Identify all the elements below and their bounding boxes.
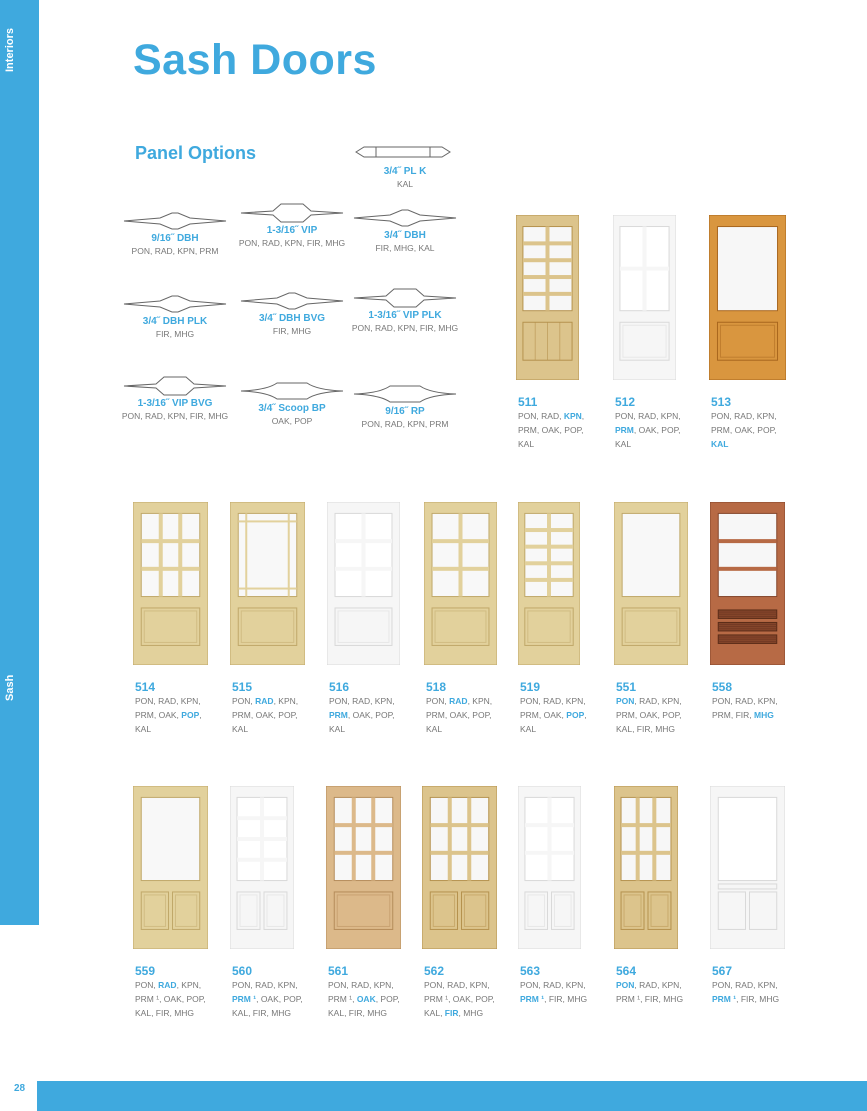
door-wood-options [329,694,429,736]
page-title: Sash Doors [133,36,377,84]
wood-line [426,708,526,722]
wood-text: KAL, FIR, MHG [135,1008,195,1018]
panel-profile-woods: PON, RAD, KPN, FIR, MHG [121,411,229,421]
featured-wood: PRM [615,425,634,435]
wood-text: , KPN, [176,980,202,990]
door-image [326,786,401,949]
wood-line [424,1006,524,1020]
wood-text: KAL [520,724,537,734]
door-wood-options [616,694,716,736]
featured-wood: KAL [711,439,729,449]
wood-text: PON, RAD, KPN, [424,980,490,990]
panel-profile-item [340,287,470,334]
wood-line [232,978,332,992]
panel-profile-icon [120,375,230,397]
door-model-number: 551 [616,680,637,694]
wood-line [520,708,620,722]
wood-text: PRM, OAK, POP, [616,710,682,720]
panel-profile-item [227,202,357,249]
featured-wood: OAK [356,994,376,1004]
wood-text: , RAD, KPN, [634,696,682,706]
wood-line [232,708,332,722]
wood-text: , KPN, [467,696,493,706]
door-wood-options [616,978,716,1006]
panel-profile-item [110,293,240,340]
door-image [133,786,208,949]
panel-profile-item [340,143,470,190]
panel-profile-name: 3/4˝ Scoop BP [258,403,326,414]
door-wood-options [712,694,812,722]
door-wood-options [232,978,332,1020]
featured-wood: FIR [444,1008,459,1018]
panel-profile-name: 3/4˝ DBH [384,230,426,241]
wood-line [328,978,428,992]
wood-text: KAL, [424,1008,445,1018]
door-model-number: 513 [711,395,732,409]
wood-line [520,694,620,708]
panel-profile-name: 1-3/16˝ VIP [266,225,318,236]
wood-text: KAL, FIR, MHG [616,724,676,734]
door-model-number: 512 [615,395,636,409]
wood-text: PON, RAD, [518,411,564,421]
door-image [710,502,785,665]
door-model-number: 559 [135,964,156,978]
door-wood-options [520,978,620,1006]
panel-profile-icon [237,202,347,224]
panel-profile-woods: FIR, MHG, KAL [375,243,435,253]
wood-line [520,722,620,736]
door-model-number: 515 [232,680,253,694]
door-image [230,786,294,949]
wood-text: , FIR, MHG [544,994,588,1004]
wood-line [518,409,618,423]
panel-profile-woods: PON, RAD, KPN, FIR, MHG [351,323,459,333]
wood-line [329,694,429,708]
wood-line [616,722,716,736]
panel-profile-icon [237,290,347,312]
door-model-number: 564 [616,964,637,978]
sidebar-category-label: Sash [4,674,16,702]
wood-text: PON, RAD, KPN, [711,411,777,421]
wood-text: KAL [518,439,535,449]
wood-line [518,437,618,451]
wood-text: PON, RAD, KPN, [232,980,298,990]
wood-text: , FIR, MHG [736,994,780,1004]
wood-line [426,722,526,736]
door-model-number: 563 [520,964,541,978]
panel-profile-woods: FIR, MHG [272,326,312,336]
panel-profile-item [340,383,470,430]
wood-line [135,978,235,992]
door-image [327,502,400,665]
door-model-number: 518 [426,680,447,694]
panel-profile-name: 9/16˝ DBH [151,233,199,244]
wood-text: , [584,710,587,720]
wood-line [232,992,332,1006]
featured-wood: MHG [754,710,774,720]
wood-text: PRM ¹, OAK, POP, [424,994,495,1004]
wood-text: PRM, OAK, POP, [232,710,298,720]
wood-text: PRM ¹, FIR, MHG [616,994,684,1004]
door-wood-options [711,409,811,451]
wood-text: , OAK, POP, [633,425,681,435]
panel-profile-name: 3/4˝ DBH BVG [258,313,326,324]
door-wood-options [424,978,524,1020]
wood-line [329,708,429,722]
door-wood-options [232,694,332,736]
wood-line [329,722,429,736]
wood-text: KAL [426,724,443,734]
door-wood-options [135,694,235,736]
wood-line [520,992,620,1006]
featured-wood: PON [616,696,635,706]
wood-line [616,708,716,722]
door-image [230,502,305,665]
featured-wood: POP [566,710,585,720]
wood-line [424,992,524,1006]
wood-line [712,708,812,722]
panel-profile-name: 1-3/16˝ VIP BVG [137,398,213,409]
panel-profile-name: 9/16˝ RP [385,406,425,417]
wood-line [232,722,332,736]
door-image [614,786,678,949]
wood-text: PRM ¹, [328,994,357,1004]
door-wood-options [135,978,235,1020]
wood-text: KAL, FIR, MHG [328,1008,388,1018]
wood-line [518,423,618,437]
panel-options-heading: Panel Options [135,143,257,163]
door-wood-options [712,978,812,1006]
featured-wood: RAD [158,980,177,990]
wood-text: , [581,411,585,421]
panel-profile-woods: PON, RAD, KPN, PRM [361,419,449,429]
door-image [424,502,497,665]
wood-line [520,978,620,992]
door-wood-options [426,694,526,736]
wood-line [712,978,812,992]
wood-text: PRM, OAK, [135,710,182,720]
wood-line [232,694,332,708]
wood-line [328,992,428,1006]
panel-profile-icon [120,210,230,232]
wood-text: PON, RAD, KPN, [135,696,201,706]
panel-profile-woods: FIR, MHG [155,329,195,339]
door-model-number: 516 [329,680,350,694]
door-model-number: 561 [328,964,349,978]
wood-text: KAL, FIR, MHG [232,1008,292,1018]
door-wood-options [328,978,428,1020]
wood-line [135,1006,235,1020]
wood-text: PRM, OAK, [520,710,567,720]
panel-profile-name: 3/4˝ DBH PLK [142,316,208,327]
featured-wood: PRM ¹ [712,994,737,1004]
door-image [516,215,579,380]
featured-wood: PRM [329,710,348,720]
door-wood-options [520,694,620,736]
wood-line [615,437,715,451]
wood-text: , [199,710,202,720]
panel-profile-item [110,375,240,422]
wood-text: PON, RAD, KPN, [520,980,586,990]
featured-wood: RAD [255,696,274,706]
wood-text: PRM, OAK, POP, [518,425,584,435]
panel-profile-item [227,380,357,427]
door-image [518,502,580,665]
wood-text: PRM, FIR, [712,710,755,720]
panel-profile-name: 3/4˝ PL K [383,166,427,177]
wood-text: PRM ¹, OAK, POP, [135,994,206,1004]
wood-text: PON, RAD, KPN, [615,411,681,421]
wood-line [616,992,716,1006]
door-image [422,786,497,949]
wood-text: PON, [426,696,450,706]
wood-line [712,694,812,708]
wood-text: , MHG [458,1008,484,1018]
wood-line [135,694,235,708]
panel-profile-icon [237,380,347,402]
panel-profile-icon [350,207,460,229]
wood-line [711,437,811,451]
wood-text: PON, RAD, KPN, [520,696,586,706]
featured-wood: PON [616,980,635,990]
wood-line [135,708,235,722]
door-model-number: 519 [520,680,541,694]
wood-line [711,409,811,423]
wood-text: PON, RAD, KPN, [712,696,778,706]
wood-text: KAL [135,724,152,734]
wood-line [232,1006,332,1020]
sidebar-section-label: Interiors [4,28,16,73]
door-model-number: 511 [518,395,538,409]
panel-profile-name: 1-3/16˝ VIP PLK [368,310,442,321]
wood-text: PON, RAD, KPN, [329,696,395,706]
door-image [613,215,676,380]
wood-text: PRM, OAK, POP, [711,425,777,435]
featured-wood: PRM ¹ [232,994,257,1004]
panel-profile-item [110,210,240,257]
door-wood-options [518,409,618,451]
door-model-number: 567 [712,964,733,978]
wood-text: , KPN, [273,696,299,706]
door-image [518,786,581,949]
panel-profile-item [340,207,470,254]
door-image [710,786,785,949]
wood-text: PON, RAD, KPN, [328,980,394,990]
door-model-number: 514 [135,680,156,694]
panel-profile-item [227,290,357,337]
page-number: 28 [14,1083,26,1094]
footer-bar [37,1081,867,1111]
panel-profile-icon [350,143,460,165]
panel-profile-woods: KAL [396,179,414,189]
wood-line [328,1006,428,1020]
wood-text: KAL [232,724,249,734]
panel-profile-icon [350,287,460,309]
sidebar [0,0,39,925]
panel-profile-icon [120,293,230,315]
door-image [709,215,786,380]
door-wood-options [615,409,715,451]
wood-text: , RAD, KPN, [634,980,682,990]
wood-text: , POP, [375,994,400,1004]
wood-line [615,409,715,423]
door-model-number: 562 [424,964,445,978]
featured-wood: PRM ¹ [520,994,545,1004]
door-model-number: 558 [712,680,733,694]
wood-line [616,694,716,708]
panel-profile-woods: OAK, POP [271,416,313,426]
door-model-number: 560 [232,964,253,978]
wood-line [712,992,812,1006]
wood-text: PON, RAD, KPN, [712,980,778,990]
panel-profile-woods: PON, RAD, KPN, FIR, MHG [238,238,346,248]
wood-line [615,423,715,437]
wood-line [616,978,716,992]
panel-profile-woods: PON, RAD, KPN, PRM [131,246,219,256]
featured-wood: KPN [563,411,582,421]
featured-wood: RAD [449,696,468,706]
wood-text: PON, [135,980,159,990]
wood-text: PON, [232,696,256,706]
wood-text: KAL [615,439,632,449]
wood-line [424,978,524,992]
door-image [614,502,688,665]
wood-line [135,992,235,1006]
featured-wood: POP [181,710,200,720]
wood-text: KAL [329,724,346,734]
wood-text: , OAK, POP, [256,994,303,1004]
wood-line [426,694,526,708]
wood-line [711,423,811,437]
panel-profile-icon [350,383,460,405]
door-image [133,502,208,665]
wood-text: , OAK, POP, [347,710,395,720]
wood-text: PRM, OAK, POP, [426,710,492,720]
wood-line [135,722,235,736]
